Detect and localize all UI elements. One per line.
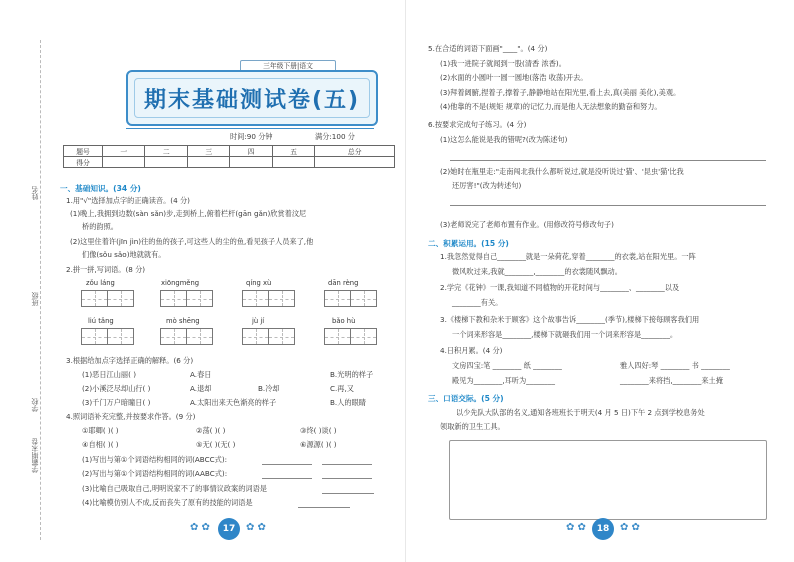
- score-cell[interactable]: [272, 157, 314, 168]
- q4-item: ④自相( )( ): [82, 440, 119, 449]
- r-q2-cont: ________有关。: [452, 298, 503, 307]
- q4-item: ⑥源源( )( ): [300, 440, 337, 449]
- writing-grid[interactable]: [324, 290, 351, 307]
- pinyin-label: xiōngměng: [161, 279, 200, 287]
- q6-sub-a: (1)这怎么能说是我的错呢?(改为陈述句): [440, 135, 568, 144]
- answer-line[interactable]: [262, 478, 312, 479]
- q5-title: 5.在合适的词语下面画"____"。(4 分): [428, 44, 548, 53]
- decor-flower-icon: ✿ ✿: [620, 522, 640, 533]
- writing-grid[interactable]: [350, 290, 377, 307]
- q6-sub-b: (2)她时在瓶里走:"走南闯北我什么都听说过,就是没听说过'猫'、'昆虫'猫'比我: [440, 167, 684, 176]
- writing-grid[interactable]: [268, 290, 295, 307]
- q6-sub-c: (3)老师说完了老师布置有作业。(用修改符号修改句子): [440, 220, 614, 229]
- binding-line: [40, 40, 41, 540]
- score-cell[interactable]: [145, 157, 187, 168]
- q4-item: ⑤无( )(无( ): [196, 440, 236, 449]
- q1-sentence-a-cont: 桥的韵照。: [82, 222, 118, 231]
- q3-item: (1)恶日江山丽( ): [82, 370, 137, 379]
- r-q4-b2: ________来将挡,________来土掩: [620, 376, 723, 385]
- decor-flower-icon: ✿ ✿: [566, 522, 586, 533]
- answer-line[interactable]: [298, 507, 350, 508]
- r-q3: 3.《楼梯下教和杂米于顾客》这个故事告诉________(季节),楼梯下接每顾客我们用: [440, 315, 700, 324]
- section-1-title: 一、基础知识。(34 分): [60, 184, 141, 193]
- q5-item: (1)我一进院子就闻到一股(清香 浓香)。: [440, 59, 566, 68]
- answer-line[interactable]: [450, 160, 766, 161]
- score-row-label: 得分: [64, 157, 103, 168]
- q5-item: (2)水面的小圆叶一圆一圆地(落浩 收荡)开去。: [440, 73, 588, 82]
- r-q1-cont: 微风吹过来,我就________,________的衣裳随风飘动。: [452, 267, 622, 276]
- score-header-cell: 三: [187, 146, 229, 157]
- page-divider: [405, 0, 406, 562]
- margin-school-label: 学校: [31, 398, 39, 412]
- exam-full-score: 满分:100 分: [315, 132, 355, 141]
- oral-task: 以少先队大队部的名义,通知各班班长于明天(4 月 5 日)下午 2 点到学校息务处: [456, 408, 705, 417]
- r-q4-a2: 雅人四好:琴 ________ 书 ________: [620, 361, 730, 370]
- margin-class-label: 班级: [31, 292, 39, 306]
- q1-title: 1.用"√"选择加点字的正确读音。(4 分): [66, 196, 190, 205]
- writing-grid[interactable]: [268, 328, 295, 345]
- answer-line[interactable]: [322, 493, 374, 494]
- q3-item: (2)小溪泛尽却山行( ): [82, 384, 151, 393]
- margin-name-label: 姓名: [31, 186, 39, 200]
- q4-sub-b: (2)写出与第①个词语结构相同的词(AABC式):: [82, 469, 228, 478]
- score-header-cell: 四: [230, 146, 272, 157]
- score-header-cell: 总分: [315, 146, 395, 157]
- writing-grid[interactable]: [81, 328, 108, 345]
- score-header-cell: 五: [272, 146, 314, 157]
- q4-item: ③终( )谈( ): [300, 426, 337, 435]
- grade-subject-tag: 三年级下册|语文: [240, 60, 336, 73]
- q6-title: 6.按要求完成句子练习。(4 分): [428, 120, 527, 129]
- writing-grid[interactable]: [186, 328, 213, 345]
- writing-grid[interactable]: [324, 328, 351, 345]
- q5-item: (4)他靠的不是(规矩 规章)的记忆力,而是他人无法想象的勤奋和努力。: [440, 102, 662, 111]
- q3-option: A.太阳出来天色渐亮的样子: [190, 398, 277, 407]
- q4-sub-c: (3)比喻自己吸取自己,明明说家不了的事情议政案的词语是: [82, 484, 267, 493]
- pinyin-label: mò shēng: [166, 317, 200, 325]
- score-header-cell: 题号: [64, 146, 103, 157]
- page-title: 期末基础测试卷(五): [143, 88, 361, 113]
- q1-sentence-b: (2)这里住着许(jīn jìn)往的鱼的孩子,可这些人的尘的鱼,看见孩子人员来了,他: [70, 237, 314, 246]
- margin-publisher-label: 学霸期末卷: [31, 438, 39, 473]
- score-cell[interactable]: [103, 157, 145, 168]
- pinyin-label: qíng xù: [246, 279, 272, 287]
- decor-flower-icon: ✿ ✿: [190, 522, 210, 533]
- q1-sentence-b-cont: 们像(sǒu sǎo)地就就有。: [82, 250, 166, 259]
- title-banner: [126, 70, 378, 126]
- title-underline: [126, 128, 374, 129]
- section-3-title: 三、口语交际。(5 分): [428, 394, 504, 403]
- q1-sentence-a: (1)晚上,我拥到边数(sàn sǎn)步,走到桥上,俯着栏杆(gān gǎn)欣赏着汶尼: [70, 209, 307, 218]
- r-q1: 1.我忽然觉得自己________就是一朵荷花,穿着________的衣裳,站在阳光里。一阵: [440, 252, 696, 261]
- score-cell[interactable]: [315, 157, 395, 168]
- writing-grid[interactable]: [107, 328, 134, 345]
- exam-time: 时间:90 分钟: [230, 132, 273, 141]
- q3-option: B.光明的样子: [330, 370, 374, 379]
- q3-item: (3)千门万户暗瞳日( ): [82, 398, 151, 407]
- r-q4-b1: 殿见为________,耳听为________: [452, 376, 555, 385]
- q3-option: C.再,又: [330, 384, 354, 393]
- pinyin-label: bǎo hù: [332, 317, 356, 325]
- writing-grid[interactable]: [186, 290, 213, 307]
- page-number-right: 18: [592, 518, 614, 540]
- answer-line[interactable]: [322, 478, 372, 479]
- pinyin-label: jù jí: [252, 317, 265, 325]
- q4-sub-a: (1)写出与第①个词语结构相同的词(ABCC式):: [82, 455, 228, 464]
- r-q4-a1: 文房四宝:笔 ________ 纸 ________: [452, 361, 562, 370]
- section-2-title: 二、积累运用。(15 分): [428, 239, 509, 248]
- q3-option: A.春日: [190, 370, 212, 379]
- pinyin-label: zǒu láng: [86, 279, 115, 287]
- writing-grid[interactable]: [160, 328, 187, 345]
- writing-grid[interactable]: [81, 290, 108, 307]
- r-q3-cont: 一个词来形容是________,楼梯下就砸我们用一个词来形容是________。: [452, 330, 678, 339]
- r-q4: 4.日积月累。(4 分): [440, 346, 503, 355]
- score-cell[interactable]: [230, 157, 272, 168]
- writing-grid[interactable]: [350, 328, 377, 345]
- decor-flower-icon: ✿ ✿: [246, 522, 266, 533]
- writing-grid[interactable]: [107, 290, 134, 307]
- page-number-left: 17: [218, 518, 240, 540]
- score-header-cell: 二: [145, 146, 187, 157]
- q3-title: 3.根据给加点字选择正确的解释。(6 分): [66, 356, 194, 365]
- oral-answer-box[interactable]: [449, 440, 767, 520]
- answer-line[interactable]: [322, 464, 372, 465]
- q3-option: B.冷却: [258, 384, 280, 393]
- oral-task-cont: 领取新的卫生工具。: [440, 422, 505, 431]
- answer-line[interactable]: [450, 205, 766, 206]
- q6-sub-b-cont: 还厉害!"(改为转述句): [452, 181, 522, 190]
- answer-line[interactable]: [262, 464, 312, 465]
- q4-sub-d: (4)比喻模仿别人不成,反而丧失了原有的技能的词语是: [82, 498, 253, 507]
- writing-grid[interactable]: [160, 290, 187, 307]
- q5-item: (3)拜着阔腑,捏着子,撑着子,静静地站在阳光里,看上去,真(美丽 美化),美观。: [440, 88, 681, 97]
- writing-grid[interactable]: [242, 290, 269, 307]
- score-cell[interactable]: [187, 157, 229, 168]
- q3-option: A.退却: [190, 384, 212, 393]
- q3-option: B.人的眼睛: [330, 398, 366, 407]
- score-table: [63, 145, 395, 168]
- r-q2: 2.学完《花钟》一课,我知道不同植物的开花时间与________、________以及: [440, 283, 680, 292]
- q4-item: ②荡( )( ): [196, 426, 226, 435]
- q4-title: 4.照词语补充完整,并按要求作答。(9 分): [66, 412, 196, 421]
- pinyin-label: liú tǎng: [88, 317, 114, 325]
- q4-item: ①耶卿( )( ): [82, 426, 119, 435]
- writing-grid[interactable]: [242, 328, 269, 345]
- score-header-cell: 一: [103, 146, 145, 157]
- pinyin-label: dān rèng: [328, 279, 359, 287]
- q2-title: 2.拼一拼,写词语。(8 分): [66, 265, 146, 274]
